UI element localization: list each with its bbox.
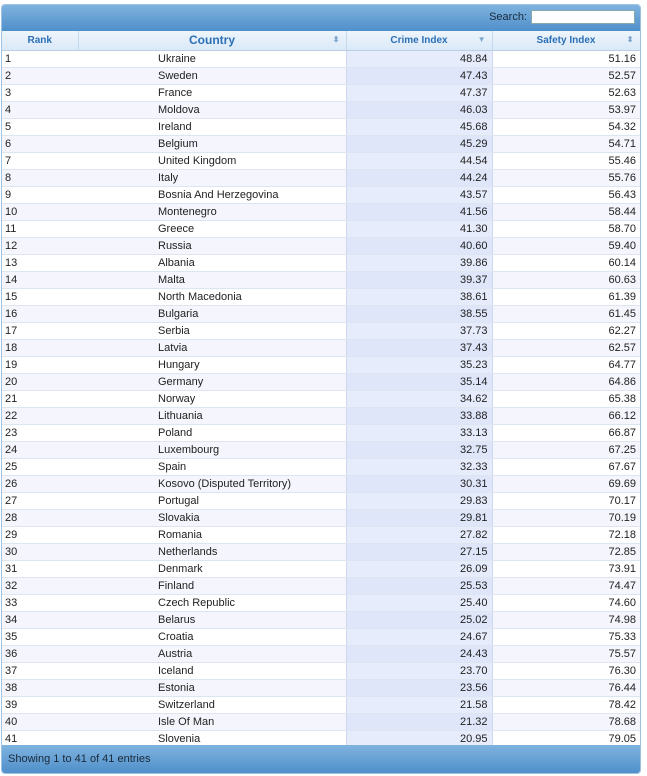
country-cell: Germany [78, 373, 346, 390]
rank-cell: 33 [2, 594, 78, 611]
rank-cell: 9 [2, 186, 78, 203]
rank-cell: 39 [2, 696, 78, 713]
table-row [2, 356, 640, 373]
rank-cell: 13 [2, 254, 78, 271]
safety-index-cell: 58.44 [492, 203, 640, 220]
table-row [2, 509, 640, 526]
safety-index-cell: 74.60 [492, 594, 640, 611]
safety-index-cell: 51.16 [492, 50, 640, 67]
table-row [2, 67, 640, 84]
rank-cell: 41 [2, 730, 78, 747]
table-row [2, 475, 640, 492]
crime-index-cell: 27.15 [346, 543, 492, 560]
country-cell: Latvia [78, 339, 346, 356]
table-row [2, 492, 640, 509]
safety-index-cell: 75.33 [492, 628, 640, 645]
country-cell: Luxembourg [78, 441, 346, 458]
safety-index-cell: 64.77 [492, 356, 640, 373]
table-body [2, 50, 640, 747]
table-row [2, 271, 640, 288]
table-toolbar [2, 5, 640, 31]
table-row [2, 526, 640, 543]
rank-cell: 10 [2, 203, 78, 220]
table-row [2, 628, 640, 645]
crime-index-cell: 25.40 [346, 594, 492, 611]
safety-index-cell: 54.71 [492, 135, 640, 152]
rank-cell: 3 [2, 84, 78, 101]
crime-index-cell: 29.81 [346, 509, 492, 526]
safety-index-cell: 59.40 [492, 237, 640, 254]
crime-index-cell: 37.73 [346, 322, 492, 339]
table-row [2, 288, 640, 305]
safety-index-cell: 64.86 [492, 373, 640, 390]
rank-cell: 16 [2, 305, 78, 322]
crime-index-cell: 45.29 [346, 135, 492, 152]
crime-index-cell: 38.61 [346, 288, 492, 305]
crime-index-cell: 34.62 [346, 390, 492, 407]
crime-index-cell: 23.56 [346, 679, 492, 696]
column-header-safety-index[interactable] [492, 31, 640, 50]
safety-index-cell: 70.19 [492, 509, 640, 526]
safety-index-cell: 61.45 [492, 305, 640, 322]
table-row [2, 254, 640, 271]
country-cell: Sweden [78, 67, 346, 84]
country-cell: Estonia [78, 679, 346, 696]
rank-cell: 30 [2, 543, 78, 560]
crime-index-cell: 37.43 [346, 339, 492, 356]
table-row [2, 237, 640, 254]
safety-index-cell: 62.27 [492, 322, 640, 339]
rank-cell: 7 [2, 152, 78, 169]
country-cell: Finland [78, 577, 346, 594]
rank-cell: 15 [2, 288, 78, 305]
table-row [2, 458, 640, 475]
table-row [2, 713, 640, 730]
rank-cell: 29 [2, 526, 78, 543]
rank-cell: 35 [2, 628, 78, 645]
sort-descending-icon: ▼ [477, 35, 486, 44]
table-row [2, 560, 640, 577]
country-cell: Portugal [78, 492, 346, 509]
table-row [2, 645, 640, 662]
safety-index-cell: 56.43 [492, 186, 640, 203]
column-header-rank[interactable] [2, 31, 78, 50]
country-cell: Bosnia And Herzegovina [78, 186, 346, 203]
rank-cell: 12 [2, 237, 78, 254]
table-row [2, 339, 640, 356]
crime-index-cell: 24.43 [346, 645, 492, 662]
crime-index-cell: 41.30 [346, 220, 492, 237]
rank-cell: 25 [2, 458, 78, 475]
country-cell: Kosovo (Disputed Territory) [78, 475, 346, 492]
safety-index-cell: 73.91 [492, 560, 640, 577]
safety-index-cell: 76.30 [492, 662, 640, 679]
country-cell: Greece [78, 220, 346, 237]
crime-index-cell: 32.33 [346, 458, 492, 475]
column-header-label: Rank [27, 34, 52, 46]
safety-index-cell: 72.18 [492, 526, 640, 543]
crime-index-cell: 40.60 [346, 237, 492, 254]
safety-index-cell: 65.38 [492, 390, 640, 407]
crime-index-cell: 27.82 [346, 526, 492, 543]
table-row [2, 203, 640, 220]
crime-index-cell: 45.68 [346, 118, 492, 135]
crime-index-cell: 33.13 [346, 424, 492, 441]
crime-index-cell: 47.37 [346, 84, 492, 101]
crime-index-cell: 48.84 [346, 50, 492, 67]
country-cell: Norway [78, 390, 346, 407]
safety-index-cell: 69.69 [492, 475, 640, 492]
country-cell: Hungary [78, 356, 346, 373]
safety-index-cell: 74.47 [492, 577, 640, 594]
table-row [2, 611, 640, 628]
table-row [2, 322, 640, 339]
rank-cell: 31 [2, 560, 78, 577]
crime-index-cell: 35.14 [346, 373, 492, 390]
column-header-label: Country [189, 33, 235, 48]
safety-index-cell: 54.32 [492, 118, 640, 135]
rank-cell: 38 [2, 679, 78, 696]
country-cell: Italy [78, 169, 346, 186]
country-cell: Romania [78, 526, 346, 543]
table-row [2, 50, 640, 67]
safety-index-cell: 61.39 [492, 288, 640, 305]
crime-index-cell: 25.02 [346, 611, 492, 628]
crime-index-cell: 23.70 [346, 662, 492, 679]
table-row [2, 390, 640, 407]
crime-index-cell: 33.88 [346, 407, 492, 424]
safety-index-cell: 67.25 [492, 441, 640, 458]
country-cell: Belgium [78, 135, 346, 152]
table-row [2, 101, 640, 118]
safety-index-cell: 53.97 [492, 101, 640, 118]
rank-cell: 5 [2, 118, 78, 135]
rank-cell: 8 [2, 169, 78, 186]
safety-index-cell: 55.46 [492, 152, 640, 169]
country-cell: Serbia [78, 322, 346, 339]
safety-index-cell: 52.63 [492, 84, 640, 101]
crime-index-cell: 43.57 [346, 186, 492, 203]
rank-cell: 28 [2, 509, 78, 526]
table-row [2, 84, 640, 101]
safety-index-cell: 76.44 [492, 679, 640, 696]
crime-index-cell: 32.75 [346, 441, 492, 458]
table-row [2, 186, 640, 203]
country-cell: Czech Republic [78, 594, 346, 611]
country-cell: Denmark [78, 560, 346, 577]
rank-cell: 19 [2, 356, 78, 373]
safety-index-cell: 66.87 [492, 424, 640, 441]
rank-cell: 22 [2, 407, 78, 424]
country-cell: Poland [78, 424, 346, 441]
rank-cell: 4 [2, 101, 78, 118]
rank-cell: 6 [2, 135, 78, 152]
rank-cell: 40 [2, 713, 78, 730]
safety-index-cell: 66.12 [492, 407, 640, 424]
table-row [2, 152, 640, 169]
country-cell: Austria [78, 645, 346, 662]
table-row [2, 577, 640, 594]
country-cell: Spain [78, 458, 346, 475]
table-header-row [2, 31, 640, 50]
crime-index-cell: 39.86 [346, 254, 492, 271]
safety-index-cell: 58.70 [492, 220, 640, 237]
country-cell: Slovenia [78, 730, 346, 747]
country-cell: Malta [78, 271, 346, 288]
crime-index-cell: 30.31 [346, 475, 492, 492]
country-cell: Lithuania [78, 407, 346, 424]
column-header-country[interactable] [78, 31, 346, 50]
rank-cell: 32 [2, 577, 78, 594]
safety-index-cell: 67.67 [492, 458, 640, 475]
rank-cell: 34 [2, 611, 78, 628]
country-cell: Belarus [78, 611, 346, 628]
country-cell: Isle Of Man [78, 713, 346, 730]
country-cell: Bulgaria [78, 305, 346, 322]
table-row [2, 441, 640, 458]
crime-index-cell: 35.23 [346, 356, 492, 373]
crime-index-cell: 21.58 [346, 696, 492, 713]
safety-index-cell: 79.05 [492, 730, 640, 747]
table-row [2, 594, 640, 611]
crime-index-cell: 29.83 [346, 492, 492, 509]
crime-index-cell: 38.55 [346, 305, 492, 322]
crime-index-cell: 41.56 [346, 203, 492, 220]
crime-index-cell: 44.24 [346, 169, 492, 186]
safety-index-cell: 78.42 [492, 696, 640, 713]
crime-index-cell: 44.54 [346, 152, 492, 169]
country-cell: Russia [78, 237, 346, 254]
country-cell: Moldova [78, 101, 346, 118]
column-header-label: Safety Index [536, 34, 596, 46]
rank-cell: 21 [2, 390, 78, 407]
rank-cell: 27 [2, 492, 78, 509]
safety-index-cell: 60.63 [492, 271, 640, 288]
safety-index-cell: 70.17 [492, 492, 640, 509]
entries-info: Showing 1 to 41 of 41 entries [8, 753, 151, 765]
crime-index-cell: 26.09 [346, 560, 492, 577]
crime-index-cell: 47.43 [346, 67, 492, 84]
data-table-widget [1, 4, 641, 774]
table-footer [2, 745, 640, 773]
crime-index-table [2, 31, 641, 748]
crime-index-cell: 46.03 [346, 101, 492, 118]
rank-cell: 2 [2, 67, 78, 84]
safety-index-cell: 62.57 [492, 339, 640, 356]
sort-both-icon: ⬍ [332, 35, 340, 44]
country-cell: North Macedonia [78, 288, 346, 305]
country-cell: Albania [78, 254, 346, 271]
table-row [2, 662, 640, 679]
rank-cell: 36 [2, 645, 78, 662]
country-cell: France [78, 84, 346, 101]
search-input[interactable] [531, 10, 635, 24]
rank-cell: 1 [2, 50, 78, 67]
safety-index-cell: 78.68 [492, 713, 640, 730]
safety-index-cell: 75.57 [492, 645, 640, 662]
rank-cell: 11 [2, 220, 78, 237]
country-cell: Slovakia [78, 509, 346, 526]
rank-cell: 26 [2, 475, 78, 492]
crime-index-cell: 24.67 [346, 628, 492, 645]
table-row [2, 696, 640, 713]
table-row [2, 169, 640, 186]
country-cell: Ireland [78, 118, 346, 135]
table-row [2, 543, 640, 560]
safety-index-cell: 72.85 [492, 543, 640, 560]
crime-index-cell: 25.53 [346, 577, 492, 594]
country-cell: Croatia [78, 628, 346, 645]
rank-cell: 14 [2, 271, 78, 288]
rank-cell: 24 [2, 441, 78, 458]
rank-cell: 23 [2, 424, 78, 441]
country-cell: Switzerland [78, 696, 346, 713]
country-cell: Netherlands [78, 543, 346, 560]
country-cell: Iceland [78, 662, 346, 679]
country-cell: United Kingdom [78, 152, 346, 169]
crime-index-cell: 20.95 [346, 730, 492, 747]
safety-index-cell: 60.14 [492, 254, 640, 271]
column-header-label: Crime Index [390, 34, 448, 46]
rank-cell: 20 [2, 373, 78, 390]
crime-index-cell: 39.37 [346, 271, 492, 288]
rank-cell: 18 [2, 339, 78, 356]
rank-cell: 37 [2, 662, 78, 679]
safety-index-cell: 52.57 [492, 67, 640, 84]
country-cell: Montenegro [78, 203, 346, 220]
country-cell: Ukraine [78, 50, 346, 67]
sort-both-icon: ⬍ [626, 35, 634, 44]
table-row [2, 407, 640, 424]
table-row [2, 118, 640, 135]
table-row [2, 373, 640, 390]
crime-index-cell: 21.32 [346, 713, 492, 730]
column-header-crime-index[interactable] [346, 31, 492, 50]
safety-index-cell: 55.76 [492, 169, 640, 186]
safety-index-cell: 74.98 [492, 611, 640, 628]
rank-cell: 17 [2, 322, 78, 339]
table-row [2, 679, 640, 696]
table-row [2, 305, 640, 322]
table-row [2, 220, 640, 237]
table-row [2, 135, 640, 152]
search-label: Search: [489, 11, 527, 23]
table-row [2, 424, 640, 441]
